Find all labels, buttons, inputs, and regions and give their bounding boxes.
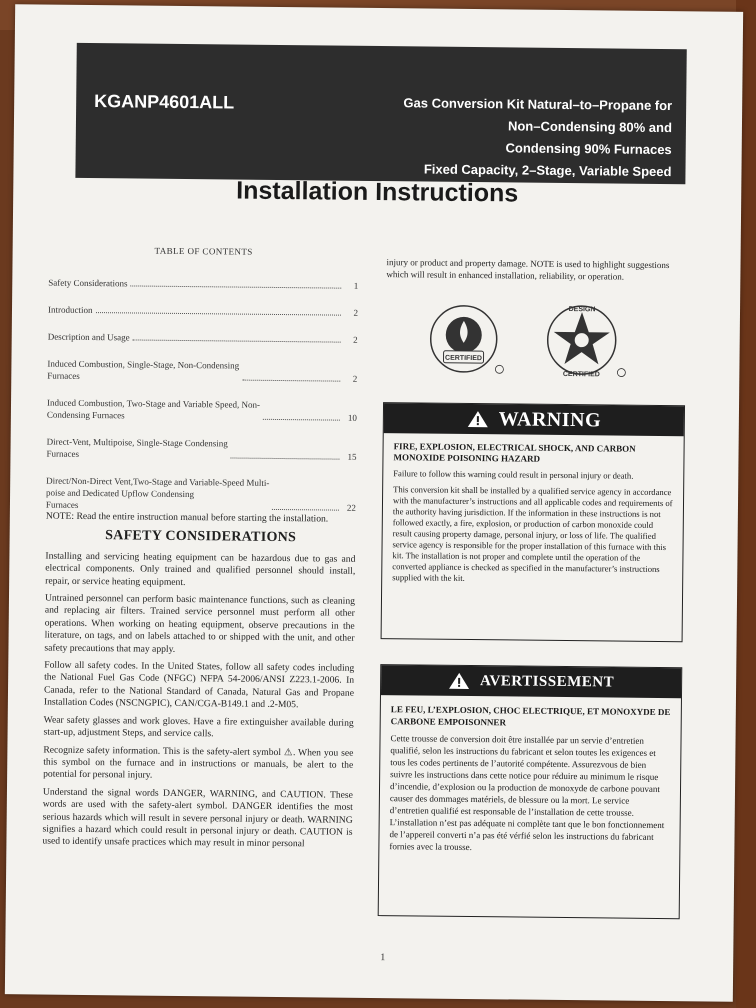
warning-text: Failure to follow this warning could result in personal injury or death. [393, 468, 634, 481]
toc-item [48, 304, 358, 319]
toc-item [47, 358, 357, 385]
design-logo-top: DESIGN [568, 306, 596, 314]
toc-item-page: 22 [346, 502, 357, 513]
warning-text: This conversion kit shall be installed by a qualified service agency in accordance with the manufacturer’s instructions and all applicable codes and requirements of the authority having jurisdiction. If the information in these instructions is not followed exactly, a fire, explosion, or production of carbon monoxide could result causing property damage, personal injury, or loss of life. The qualified service agency is responsible for the proper installation of this furnace with this kit. The installation is not proper and complete until the operation of the converted appliance is checked as specified in the manufacturer’s instructions supplied with the kit. [392, 484, 673, 583]
continued-text: injury or product and property damage. NOTE is used to highlight suggestions which will result in enhanced installation, reliability, or operation. [386, 257, 670, 282]
toc-leader [242, 380, 340, 382]
instruction-sheet [5, 4, 743, 1002]
avertissement-hazard: LE FEU, L’EXPLOSION, CHOC ELECTRIQUE, ET MONOXYDE DE CARBONE EMPOISONNER [390, 704, 671, 728]
warning-triangle-icon [448, 672, 470, 690]
design-logo-bottom: CERTIFIED [562, 370, 600, 379]
toc-item-page: 2 [353, 334, 358, 345]
toc-item-label: Direct/Non-Direct Vent,Two-Stage and Variable-Speed Multi- poise and Dedicated Upflow Condensing Furnaces [45, 475, 270, 510]
toc-item-label: Direct-Vent, Multipoise, Single-Stage Condensing Furnaces [46, 436, 228, 459]
page-number: 1 [380, 952, 386, 964]
toc-item [46, 436, 356, 463]
safety-paragraph: Follow all safety codes. In the United States, follow all safety codes including the National Fuel Gas Code (NFGC) NFPA 54-2006/ANSI Z223.1-2006. In Canada, refer to the National Standard of Canada, Natural Gas and Propane Installation Codes (NSCNGPIC), CAN/CGA-B149.1 and .2-M05. [43, 659, 355, 711]
toc-leader [263, 419, 340, 421]
toc-item [46, 475, 356, 514]
toc-item-page: 15 [347, 451, 357, 462]
model-number: KGANP4601ALL [94, 91, 235, 113]
toc-item-label: Induced Combustion, Single-Stage, Non-Condensing Furnaces [47, 358, 240, 381]
safety-paragraph: Wear safety glasses and work gloves. Have a fire extinguisher available during start-up, adjustment Steps, and service calls. [43, 714, 354, 740]
left-column [42, 511, 356, 857]
header-banner [75, 43, 686, 184]
safety-paragraph: Recognize safety information. This is the safety-alert symbol ⚠. When you see this symbol on the furnace and in instructions or manuals, be alert to the potential for personal injury. [43, 744, 354, 782]
kit-line: Non–Condensing 80% and [507, 118, 673, 136]
kit-line: Gas Conversion Kit Natural–to–Propane for [403, 95, 673, 114]
toc-heading: TABLE OF CONTENTS [154, 245, 253, 257]
toc-item-page: 10 [347, 412, 357, 423]
toc-item-page: 2 [353, 307, 359, 318]
toc-leader [131, 285, 342, 288]
design-certified-logo [541, 300, 642, 391]
toc-leader [133, 339, 341, 342]
note-text: NOTE: Read the entire instruction manual before starting the installation. [45, 510, 329, 525]
avertissement-box [378, 664, 683, 919]
toc-item [48, 331, 358, 346]
warning-box [381, 402, 685, 642]
toc-item-label: Description and Usage [47, 331, 130, 343]
toc-item-label: Safety Considerations [48, 277, 128, 289]
safety-paragraph: Installing and servicing heating equipment can be hazardous due to gas and electrical components. Only trained and qualified personnel should install, repair, or service heating equipment. [45, 550, 356, 588]
page-title: Installation Instructions [236, 176, 519, 208]
avertissement-header [381, 665, 681, 698]
toc-leader [272, 509, 339, 511]
safety-heading: SAFETY CONSIDERATIONS [105, 528, 297, 546]
table-of-contents [46, 245, 359, 529]
toc-item [47, 397, 357, 424]
warning-body [382, 433, 684, 599]
avertissement-title: AVERTISSEMENT [480, 672, 615, 691]
toc-item-page: 1 [353, 280, 359, 291]
certification-logos [421, 298, 642, 400]
avertissement-body [379, 695, 681, 868]
csa-logo-text: CERTIFIED [445, 354, 483, 363]
warning-triangle-icon [467, 410, 489, 428]
toc-leader [231, 457, 340, 459]
toc-item-label: Induced Combustion, Two-Stage and Variable Speed, Non- Condensing Furnaces [46, 397, 261, 421]
kit-line: Fixed Capacity, 2–Stage, Variable Speed [423, 161, 672, 180]
safety-paragraph: Understand the signal words DANGER, WARNING, and CAUTION. These words are used with the safety-alert symbol. DANGER identifies the most serious hazards which will result in severe personal injury or death. WARNING signifies a hazard which could result in personal injury or death. CAUTION is used to identify unsafe practices which may result in minor personal [42, 786, 353, 850]
warning-hazard: FIRE, EXPLOSION, ELECTRICAL SHOCK, AND CARBON MONOXIDE POISONING HAZARD [393, 441, 636, 464]
toc-item-label: Introduction [47, 304, 93, 316]
safety-paragraph: Untrained personnel can perform basic maintenance functions, such as cleaning and replacing air filters. Trained service personnel must perform all other operations. When working on heating equipment, observe precautions in the literature, on tags, and on labels attached to or shipped with the unit, and other safety precautions that may apply. [44, 592, 356, 655]
warning-header [384, 403, 684, 436]
toc-item-page: 2 [352, 373, 358, 384]
kit-line: Condensing 90% Furnaces [505, 140, 672, 158]
toc-leader [95, 312, 340, 316]
warning-title: WARNING [498, 407, 602, 431]
avertissement-text: Cette trousse de conversion doit être installée par un servie d’entretien qualifié, selon les instructions du fabricant et selon toutes les exigences et tous les codes pertinents de l’autorité compétente. Assurezvous de bien suivre les instructions dans cette notice pour réduire au minimum le risque d’incendie, d’explosion ou la production de monoxyde de carbone pouvant causer des dommages matériels, de blessure ou la mort. Le service d’entretien qualifié est responsable de l’installation de cette trousse. L’installation n’est pas adéquate ni complète tant que le bon fonctionnement de l’appereil converti n’a pas été vérfié selon les instructions du fabricant fornies avec la trousse. [389, 733, 665, 853]
toc-item [48, 277, 358, 292]
csa-certified-logo [421, 298, 512, 389]
kit-description [403, 92, 673, 183]
